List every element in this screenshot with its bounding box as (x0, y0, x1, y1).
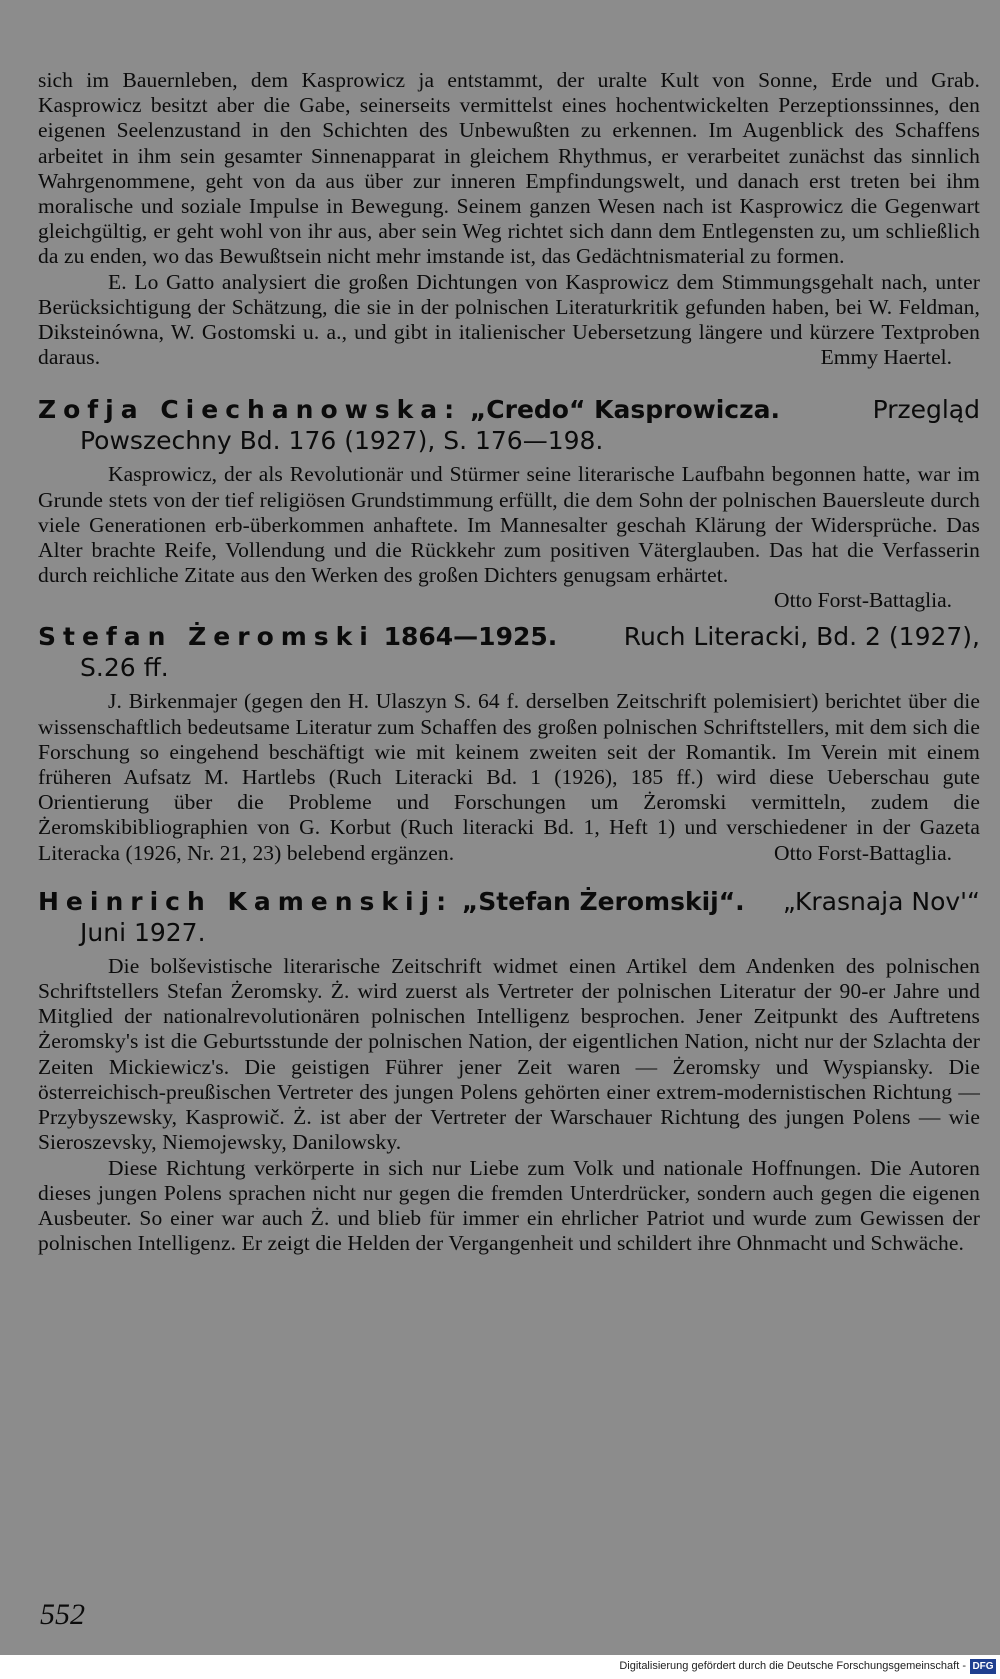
text-column (38, 68, 980, 1256)
reviewer-signature: Otto Forst-Battaglia. (774, 588, 952, 613)
entry-heading (38, 394, 980, 456)
entry-author: Zofja Ciechanowska: (38, 395, 462, 425)
entry-title: 1864—1925. (383, 622, 558, 652)
entry-heading (38, 886, 980, 948)
dfg-logo-icon: DFG (970, 1659, 996, 1674)
entry-author: Stefan Żeromski (38, 622, 375, 652)
entry-review-text: J. Birkenmajer (gegen den H. Ulaszyn S. 64 f. derselben Zeitschrift polemisiert) berichtet über die wissenschaftlich bedeutsame Literatur zum Schaffen des großen polnischen Schriftstellers, mit dem sich die Forschung so eingehend beschäftigt wie mit keinem zweiten seit der Romantik. Im Verein mit einem früheren Aufsatz M. Hartlebs (Ruch Literacki Bd. 1 (1926), 185 ff.) wird diese Ueberschau gute Orientierung über die Probleme und Forschungen um Żeromski vermitteln, zudem die Żeromskibibliographien von G. Korbut (Ruch literacki Bd. 1, Heft 1) und verschiedener in der Gazeta Literacka (1926, Nr. 21, 23) belebend ergänzen. (38, 689, 980, 865)
entry-review-text: Die bolševistische literarische Zeitschrift widmet einen Artikel dem Andenken des polnischen Schriftstellers Stefan Żeromsky. Ż. wird zuerst als Vertreter der polnischen Literatur der 90-er Jahre und Mitglied der nationalrevolutionären polnischen Intelligenz besprochen. Jener Zeitpunkt des Auftretens Żeromsky's ist die Geburtsstunde der polnischen Nation, der eigentlichen Nation, nicht nur der Szlachta der Zeiten Mickiewicz's. Die geistigen Führer jener Zeit waren — Żeromsky und Wyspiansky. Die österreichisch-preußischen Vertreter des jungen Polens gehörten einer extrem-modernistischen Richtung — Przybyszewsky, Kasprowič. Ż. ist aber der Vertreter der Warschauer Richtung des jungen Polens — wie Sieroszevsky, Niemojewsky, Danilowsky. (38, 953, 980, 1155)
entry-source: „Krasnaja Nov'“ (782, 886, 980, 916)
entry-title: „Stefan Żeromskij“. (461, 886, 745, 916)
reviewer-signature: Emmy Haertel. (820, 345, 952, 370)
page-number: 552 (40, 1598, 85, 1631)
entry-review-text: Diese Richtung verkörperte in sich nur Liebe zum Volk und nationale Hoffnungen. Die Autoren dieses jungen Polens sprachen nicht nur gegen die fremden Unterdrücker, sondern auch gegen die eigenen Ausbeuter. So einer war auch Ż. und blieb für immer ein ehrlicher Patriot und wurde zum Gewissen der polnischen Intelligenz. Er zeigt die Helden der Vergangenheit und schildert ihre Ohnmacht und Schwäche. (38, 1155, 980, 1256)
entry-review-text: Kasprowicz, der als Revolutionär und Stürmer seine literarische Laufbahn begonnen hatte, war im Grunde stets von der tief religiösen Grundstimmung erfüllt, die dem Sohn der polnischen Bauersleute durch viele Generationen erb-überkommen anhaftete. Im Mannesalter geschah Klärung der Widersprüche. Das Alter brachte Reife, Vollendung und die Rückkehr zum positiven Väterglauben. Das hat die Verfasserin durch reichliche Zitate aus den Werken des großen Dichters genugsam erhärtet. (38, 462, 980, 588)
footer-credit: Digitalisierung gefördert durch die Deutsche Forschungsgemeinschaft - (619, 1660, 966, 1672)
entry-title: „Credo“ Kasprowicza. (469, 395, 781, 425)
review-paragraph: E. Lo Gatto analysiert die großen Dichtungen von Kasprowicz dem Stimmungsgehalt nach, unter Berücksichtigung der Schätzung, die sie in der polnischen Literaturkritik gefunden haben, bei W. Feldman, Diksteinówna, W. Gostomski u. a., und gibt in italienischer Uebersetzung längere und kürzere Textproben daraus. (38, 269, 980, 370)
reviewer-signature: Otto Forst-Battaglia. (774, 840, 952, 865)
entry-source-continued: Juni 1927. (80, 917, 206, 947)
continued-paragraph: sich im Bauernleben, dem Kasprowicz ja entstammt, der uralte Kult von Sonne, Erde und Grab. Kasprowicz besitzt aber die Gabe, seinerseits vermittelst eines hochentwickelten Perzeptionssinnes, den eigenen Seelenzustand in den Schichten des Unbewußten zu erkennen. Im Augenblick des Schaffens arbeitet in ihm sein gesamter Sinnenapparat in gleichem Rhythmus, er verarbeitet zunächst das sinnlich Wahrgenommene, geht von da aus über zur inneren Empfindungswelt, und danach erst treten bei ihm moralische und soziale Impulse in Bewegung. Seinem ganzen Wesen nach ist Kasprowicz die Gegenwart gleichgültig, er geht wohl von ihr aus, aber sein Weg richtet sich dann dem Entlegensten zu, um schließlich da zu enden, wo das Bewußtsein nicht mehr imstande ist, das Gedächtnismaterial zu formen. (38, 68, 980, 269)
entry-source-continued: S.26 ff. (80, 653, 169, 683)
digitization-footer (0, 1655, 1000, 1679)
entry-source-continued: Powszechny Bd. 176 (1927), S. 176—198. (80, 426, 604, 456)
entry-source: Przegląd (872, 395, 980, 425)
entry-source: Ruch Literacki, Bd. 2 (1927), (623, 622, 980, 652)
entry-heading (38, 621, 980, 683)
entry-author: Heinrich Kamenskij: (38, 886, 454, 916)
